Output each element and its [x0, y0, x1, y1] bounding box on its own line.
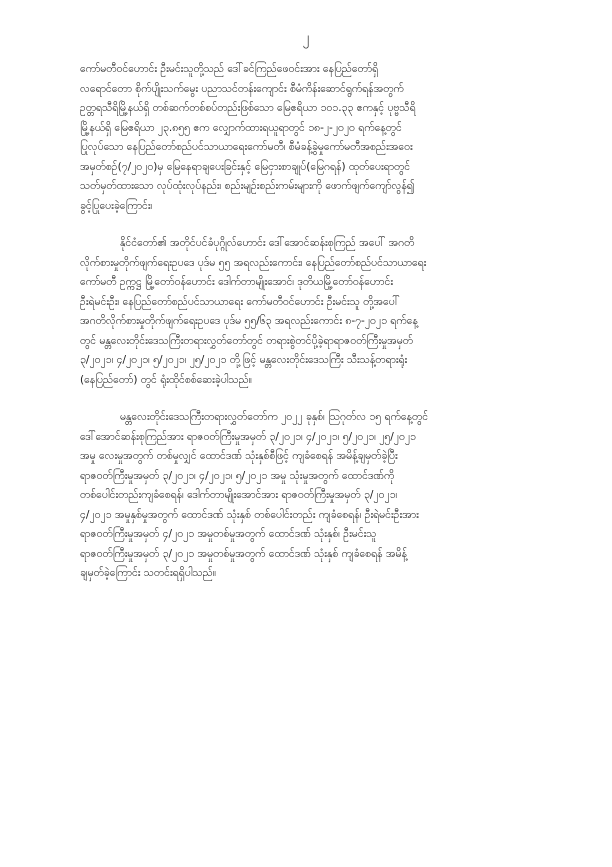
text-line: ဒေါ်အောင်ဆန်းစုကြည်အား ရာဇဝတ်ကြီးမှုအမှတ် ၃/၂၀၂၁၊ ၄/၂၀၂၁၊ ၅/၂၀၂၁၊ ၂၅/၂၀၂၁	[80, 430, 416, 443]
text-line: မြို့နယ်ရှိ မြေဧရိယာ ၂၃.၈၅၅ ဧက လျှောက်ထားရယူရာတွင် ၁၈-၂-၂၀၂၀ ရက်နေ့တွင်	[80, 121, 402, 134]
text-line: အဂတိလိုက်စားမှုတိုက်ဖျက်ရေးဥပဒေ ပုဒ်မ ၅၅/၆၃ အရလည်းကောင်း ၈-၇-၂၀၂၁ ရက်နေ့	[80, 315, 418, 327]
body-text	[80, 60, 540, 602]
text-line: ၃/၂၀၂၁၊ ၄/၂၀၂၁၊ ၅/၂၀၂၁၊ ၂၅/၂၀၂၁ တို့ဖြင့် မန္တလေးတိုင်းဒေသကြီး သီးသန့်တရားရုံး	[80, 354, 408, 366]
paragraph-1	[80, 60, 540, 216]
text-line: ကော်မတီဝင်ဟောင်း ဦးမင်းသူတို့သည် ဒေါ်ခင်ကြည်ဖေဝင်းအား နေပြည်တော်ရှိ	[80, 63, 379, 75]
text-line: အမှု လေးမှုအတွက် တစ်မှုလျှင် ထောင်ဒဏ် သုံးနှစ်စီဖြင့် ကျခံစေရန် အမိန့်ချမှတ်ခဲ့ပြီး	[80, 450, 398, 462]
text-line: လရောင်တော စိုက်ပျိုးသက်မွေး ပညာသင်တန်းကျောင်း စီမံကိန်းဆောင်ရွက်ရန်အတွက်	[80, 82, 404, 95]
text-line: ခွင့်ပြုပေးခဲ့ကြောင်း၊	[80, 199, 153, 212]
text-line: ရာဇဝတ်ကြီးမှုအမှတ် ၄/၂၀၂၁ အမှုတစ်မှုအတွက် ထောင်ဒဏ် သုံးနှစ်၊ ဦးမင်းသူ	[80, 528, 377, 540]
text-line: ပြုလုပ်သော နေပြည်တော်စည်ပင်သာယာရေးကော်မတီ၊ စီမံခန့်ခွဲမှုကော်မတီအစည်းအဝေး	[80, 141, 413, 153]
page-number: ၂	[302, 30, 310, 46]
text-line: ဦးရဲမင်းဦး၊ နေပြည်တော်စည်ပင်သာယာရေး ကော်မတီဝင်ဟောင်း ဦးမင်းသူ တို့အပေါ်	[80, 295, 400, 308]
text-line: လိုက်စားမှုတိုက်ဖျက်ရေးဥပဒေ ပုဒ်မ ၅၅ အရလည်းကောင်း၊ နေပြည်တော်စည်ပင်သာယာရေး	[80, 256, 427, 269]
text-line: (နေပြည်တော်) တွင် ရုံးထိုင်စစ်ဆေးခဲ့ပါသည်။	[80, 373, 252, 386]
text-line: ဥတ္တရသီရိမြို့နယ်ရှိ တစ်ဆက်တစ်စပ်တည်းဖြစ်သော မြေဧရိယာ ၁၀၁.၃၃ ဧကနှင့် ပုဗ္ဗသီရိ	[80, 102, 416, 114]
text-line: ရာဇဝတ်ကြီးမှုအမှတ် ၃/၂၀၂၁ အမှုတစ်မှုအတွက် ထောင်ဒဏ် သုံးနှစ် ကျခံစေရန် အမိန့်	[80, 547, 407, 560]
text-line: ကော်မတီ ဥက္ကဋ္ဌ မြို့တော်ဝန်ဟောင်း ဒေါက်တာမျိုးအောင်၊ ဒုတိယမြို့တော်ဝန်ဟောင်း	[80, 276, 393, 288]
text-line: တစ်ပေါင်းတည်းကျခံစေရန်၊ ဒေါက်တာမျိုးအောင်အား ရာဇဝတ်ကြီးမှုအမှတ် ၃/၂၀၂၁၊	[80, 489, 398, 501]
paragraph-2	[80, 234, 540, 390]
text-line: နိုင်ငံတော်၏ အတိုင်ပင်ခံပုဂ္ဂိုလ်ဟောင်း ဒေါ်အောင်ဆန်းစုကြည် အပေါ် အဂတိ	[120, 237, 415, 249]
text-line: အမှတ်စဉ်(၇/၂၀၂၀)မှ မြေနေရာချပေးခြင်းနှင့် မြေငှားစာချုပ်(မြေဂရန်) ထုတ်ပေးရာတွင်	[80, 160, 411, 173]
text-line: ချမှတ်ခဲ့ကြောင်း သတင်းရရှိပါသည်။	[80, 567, 216, 579]
text-line: သတ်မှတ်ထားသော လုပ်ထုံးလုပ်နည်း၊ စည်းမျဉ်းစည်းကမ်းများကို ဖောက်ဖျက်ကျော်လွန်၍	[80, 180, 415, 192]
paragraph-3	[80, 408, 540, 584]
text-line: မန္တလေးတိုင်းဒေသကြီးတရားလွှတ်တော်က ၂၀၂၂ ခုနှစ်၊ ဩဂုတ်လ ၁၅ ရက်နေ့တွင်	[120, 411, 429, 423]
text-line: ရာဇဝတ်ကြီးမှုအမှတ် ၃/၂၀၂၁၊ ၄/၂၀၂၁၊ ၅/၂၀၂၁ အမှု သုံးမှုအတွက် ထောင်ဒဏ်ကို	[80, 469, 395, 482]
text-line: ၄/၂၀၂၁ အမှုနှစ်မှုအတွက် ထောင်ဒဏ် သုံးနှစ် တစ်ပေါင်းတည်း ကျခံစေရန်၊ ဦးရဲမင်းဦးအား	[80, 508, 419, 521]
text-line: တွင် မန္တလေးတိုင်းဒေသကြီးတရားလွှတ်တော်တွင် တရားစွဲတင်ပို့ခဲ့ရာရာဇဝတ်ကြီးမှုအမှတ်	[80, 334, 413, 347]
